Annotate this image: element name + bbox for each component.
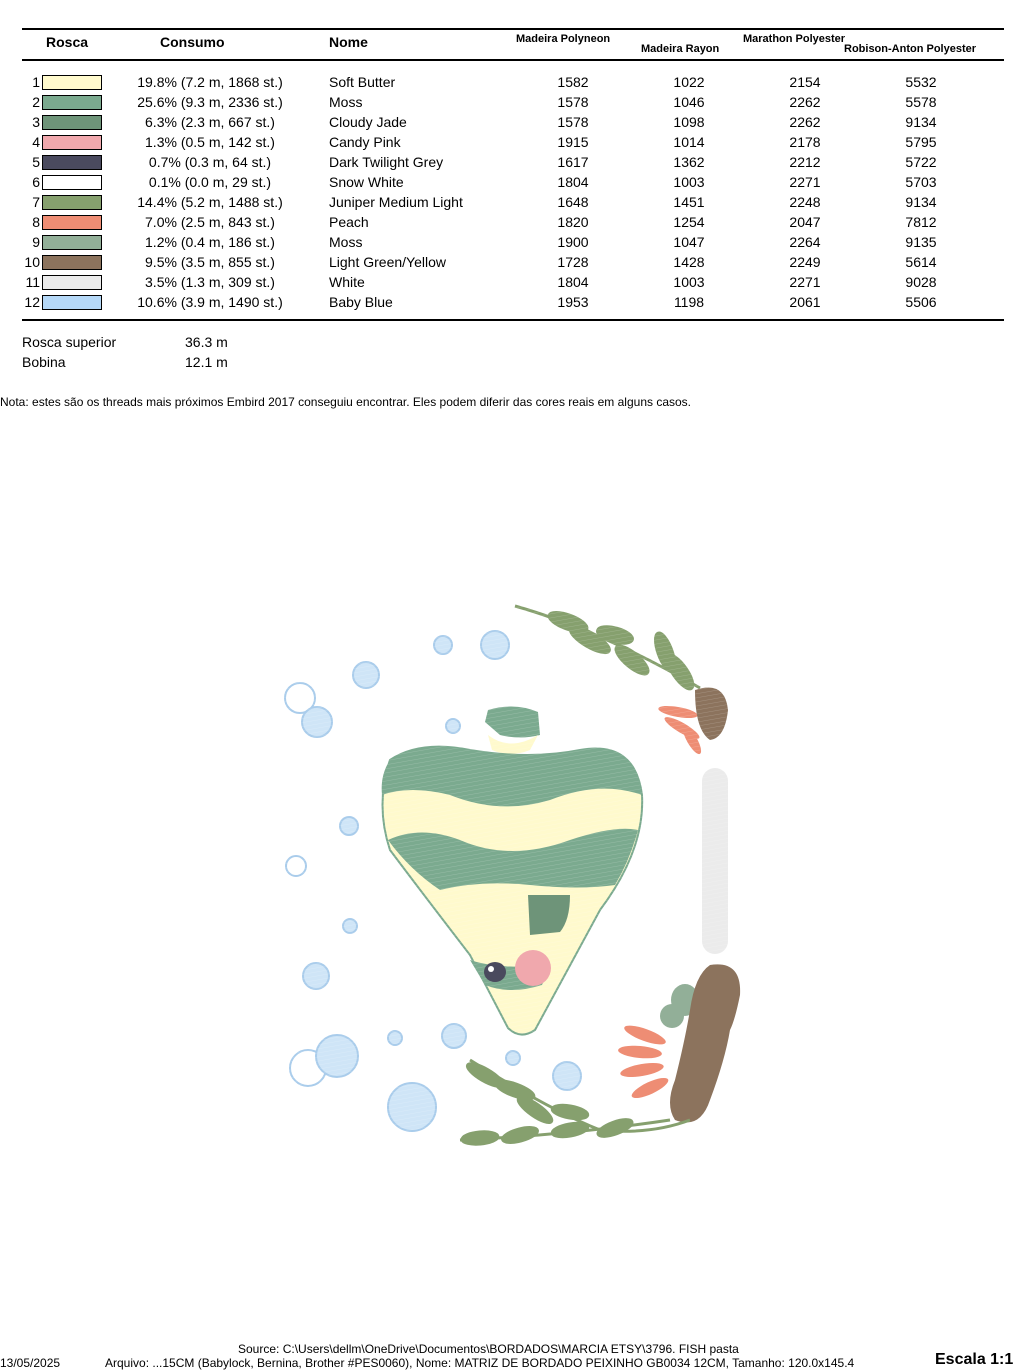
color-swatch: [42, 155, 102, 170]
table-row: [0, 272, 1024, 292]
fish-eye: [484, 962, 506, 982]
thread-note: Nota: estes são os threads mais próximos Embird 2017 conseguiu encontrar. Eles podem diferir das cores reais em alguns casos.: [0, 395, 692, 409]
color-swatch: [42, 295, 102, 310]
madeira-rayon-code: 1046: [673, 94, 705, 110]
footer-file: Arquivo: ...15CM (Babylock, Bernina, Brother #PES0060), Nome: MATRIZ DE BORDADO PEIXINHO GB0034 12CM, Tamanho: 120.0x145.4: [105, 1356, 855, 1370]
table-row: [0, 212, 1024, 232]
robison-code: 5614: [905, 254, 937, 270]
thread-number: 11: [25, 274, 40, 290]
thread-number: 9: [32, 234, 40, 250]
madeira-rayon-code: 1003: [673, 174, 705, 190]
color-swatch: [42, 215, 102, 230]
marathon-code: 2061: [789, 294, 821, 310]
table-row: [0, 172, 1024, 192]
consumption: 9.5% (3.5 m, 855 st.): [145, 254, 275, 270]
thread-name: Cloudy Jade: [329, 114, 407, 130]
madeira-polyneon-code: 1582: [557, 74, 589, 90]
thread-number: 10: [24, 254, 40, 270]
madeira-rayon-code: 1254: [673, 214, 705, 230]
consumption: 0.7% (0.3 m, 64 st.): [148, 154, 272, 170]
consumption: 14.4% (5.2 m, 1488 st.): [137, 194, 283, 210]
table-row: [0, 132, 1024, 152]
madeira-polyneon-code: 1648: [557, 194, 589, 210]
robison-code: 5506: [905, 294, 937, 310]
consumption: 25.6% (9.3 m, 2336 st.): [137, 94, 283, 110]
thread-number: 12: [24, 294, 40, 310]
thread-number: 5: [32, 154, 40, 170]
madeira-polyneon-code: 1915: [557, 134, 589, 150]
table-row: [0, 92, 1024, 112]
thread-name: Soft Butter: [329, 74, 396, 90]
color-swatch: [42, 255, 102, 270]
thread-number: 1: [32, 74, 40, 90]
consumption: 10.6% (3.9 m, 1490 st.): [137, 294, 283, 310]
robison-code: 9134: [905, 194, 937, 210]
madeira-rayon-code: 1428: [673, 254, 705, 270]
color-swatch: [42, 95, 102, 110]
thread-number: 4: [32, 134, 40, 150]
marathon-code: 2271: [789, 274, 821, 290]
robison-code: 5795: [905, 134, 937, 150]
madeira-polyneon-code: 1900: [557, 234, 589, 250]
marathon-code: 2262: [789, 94, 821, 110]
marathon-code: 2271: [789, 174, 821, 190]
robison-code: 9028: [905, 274, 937, 290]
madeira-rayon-code: 1047: [673, 234, 705, 250]
thread-name: Moss: [329, 234, 363, 250]
footer-date: 13/05/2025: [0, 1356, 61, 1370]
consumption: 0.1% (0.0 m, 29 st.): [148, 174, 272, 190]
table-header-rule: [22, 59, 1004, 61]
table-row: [0, 192, 1024, 212]
header-rosca: Rosca: [46, 34, 89, 50]
color-swatch: [42, 115, 102, 130]
thread-number: 6: [32, 174, 40, 190]
color-swatch: [42, 195, 102, 210]
madeira-rayon-code: 1003: [673, 274, 705, 290]
thread-name: Baby Blue: [329, 294, 393, 310]
madeira-polyneon-code: 1578: [557, 114, 589, 130]
thread-name: Moss: [329, 94, 363, 110]
table-row: [0, 232, 1024, 252]
header-consumo: Consumo: [160, 34, 225, 50]
madeira-polyneon-code: 1578: [557, 94, 589, 110]
footer-scale: Escala 1:1: [935, 1351, 1014, 1368]
robison-code: 5532: [905, 74, 937, 90]
fish-cheek: [515, 950, 551, 986]
table-row: [0, 152, 1024, 172]
thread-name: Snow White: [329, 174, 404, 190]
thread-number: 3: [32, 114, 40, 130]
madeira-rayon-code: 1362: [673, 154, 705, 170]
color-swatch: [42, 235, 102, 250]
thread-name: Light Green/Yellow: [329, 254, 447, 270]
madeira-rayon-code: 1022: [673, 74, 705, 90]
color-swatch: [42, 175, 102, 190]
marathon-code: 2249: [789, 254, 821, 270]
consumption: 1.2% (0.4 m, 186 st.): [145, 234, 275, 250]
madeira-polyneon-code: 1804: [557, 174, 589, 190]
summary-top-label: Rosca superior: [22, 334, 117, 350]
table-row: [0, 252, 1024, 272]
header-madeira-polyneon: Madeira Polyneon: [516, 33, 611, 45]
header-madeira-rayon: Madeira Rayon: [641, 43, 720, 55]
madeira-polyneon-code: 1804: [557, 274, 589, 290]
madeira-rayon-code: 1198: [673, 294, 705, 310]
consumption: 1.3% (0.5 m, 142 st.): [145, 134, 275, 150]
summary-bobbin-value: 12.1 m: [185, 354, 228, 370]
marathon-code: 2178: [789, 134, 821, 150]
table-top-rule: [22, 28, 1004, 30]
thread-name: Dark Twilight Grey: [329, 154, 444, 170]
thread-name: White: [329, 274, 365, 290]
header-robison: Robison-Anton Polyester: [844, 43, 977, 55]
madeira-polyneon-code: 1820: [557, 214, 589, 230]
embroidery-design-image: [270, 590, 750, 1170]
thread-name: Peach: [329, 214, 369, 230]
marathon-code: 2264: [789, 234, 821, 250]
table-row: [0, 112, 1024, 132]
robison-code: 9134: [905, 114, 937, 130]
consumption: 3.5% (1.3 m, 309 st.): [145, 274, 275, 290]
marathon-code: 2154: [789, 74, 821, 90]
thread-name: Candy Pink: [329, 134, 401, 150]
color-swatch: [42, 135, 102, 150]
madeira-rayon-code: 1098: [673, 114, 705, 130]
table-bottom-rule: [22, 319, 1004, 321]
summary-top-value: 36.3 m: [185, 334, 228, 350]
marathon-code: 2047: [789, 214, 821, 230]
robison-code: 9135: [905, 234, 937, 250]
madeira-polyneon-code: 1953: [557, 294, 589, 310]
madeira-polyneon-code: 1728: [557, 254, 589, 270]
color-swatch: [42, 75, 102, 90]
robison-code: 5722: [905, 154, 937, 170]
footer-source: Source: C:\Users\dellm\OneDrive\Documentos\BORDADOS\MARCIA ETSY\3796. FISH pasta: [238, 1342, 739, 1356]
consumption: 7.0% (2.5 m, 843 st.): [145, 214, 275, 230]
summary-bobbin-label: Bobina: [22, 354, 66, 370]
consumption: 6.3% (2.3 m, 667 st.): [145, 114, 275, 130]
marathon-code: 2212: [789, 154, 821, 170]
table-row: [0, 72, 1024, 92]
madeira-rayon-code: 1451: [673, 194, 705, 210]
table-row: [0, 292, 1024, 312]
robison-code: 5703: [905, 174, 937, 190]
madeira-rayon-code: 1014: [673, 134, 705, 150]
thread-number: 2: [32, 94, 40, 110]
thread-number: 7: [32, 194, 40, 210]
robison-code: 7812: [905, 214, 937, 230]
madeira-polyneon-code: 1617: [557, 154, 589, 170]
marathon-code: 2262: [789, 114, 821, 130]
robison-code: 5578: [905, 94, 937, 110]
thread-number: 8: [32, 214, 40, 230]
header-nome: Nome: [329, 34, 368, 50]
header-marathon: Marathon Polyester: [743, 33, 846, 45]
consumption: 19.8% (7.2 m, 1868 st.): [137, 74, 283, 90]
marathon-code: 2248: [789, 194, 821, 210]
thread-name: Juniper Medium Light: [329, 194, 463, 210]
color-swatch: [42, 275, 102, 290]
